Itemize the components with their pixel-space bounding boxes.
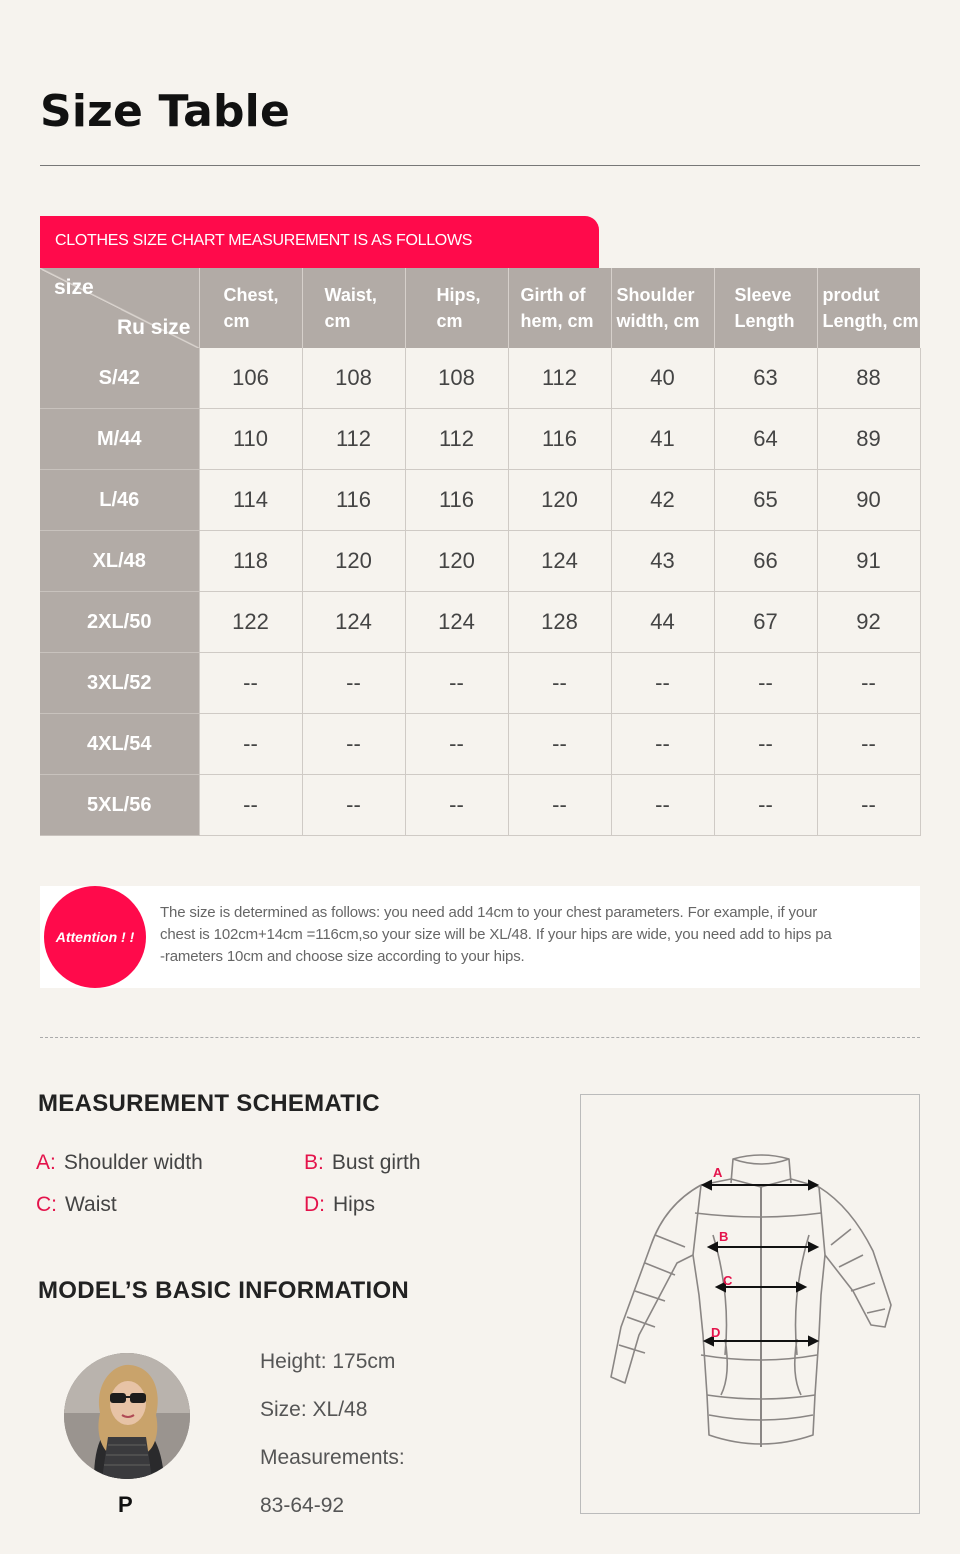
header-product-length: produt Length, cm <box>817 268 920 348</box>
measurement-cell: 118 <box>199 531 302 592</box>
marker-c: C <box>723 1273 733 1288</box>
table-row <box>40 714 920 775</box>
header-shoulder-width: Shoulder width, cm <box>611 268 714 348</box>
measurement-cell: 65 <box>714 470 817 531</box>
measurement-cell: -- <box>714 653 817 714</box>
size-label-cell: M/44 <box>40 409 199 470</box>
size-table <box>40 268 921 836</box>
header-waist: Waist, cm <box>302 268 405 348</box>
measurement-cell: -- <box>405 714 508 775</box>
measurement-cell: -- <box>817 714 920 775</box>
measurement-cell: 88 <box>817 348 920 409</box>
measurement-cell: 116 <box>508 409 611 470</box>
measurement-schematic-title: MEASUREMENT SCHEMATIC <box>38 1090 380 1117</box>
model-measurements-label: Measurements: <box>260 1446 405 1469</box>
size-label-cell: 3XL/52 <box>40 653 199 714</box>
measurement-cell: -- <box>817 775 920 836</box>
corner-ru-size-label: Ru size <box>116 316 191 339</box>
measurement-cell: 63 <box>714 348 817 409</box>
measurement-cell: 67 <box>714 592 817 653</box>
measurement-cell: 112 <box>508 348 611 409</box>
table-row <box>40 775 920 836</box>
attention-line: The size is determined as follows: you need add 14cm to your chest parameters. For example, if your <box>160 904 818 921</box>
measurement-cell: 106 <box>199 348 302 409</box>
header-hem-girth: Girth of hem, cm <box>508 268 611 348</box>
table-row <box>40 531 920 592</box>
legend-label: Shoulder width <box>63 1151 203 1174</box>
title-divider <box>40 165 920 166</box>
table-row <box>40 470 920 531</box>
measurement-cell: -- <box>199 775 302 836</box>
size-chart-banner: CLOTHES SIZE CHART MEASUREMENT IS AS FOLLOWS <box>40 216 599 268</box>
table-row <box>40 653 920 714</box>
measurement-cell: 92 <box>817 592 920 653</box>
model-size: Size: XL/48 <box>260 1398 368 1421</box>
legend-label: Waist <box>65 1193 117 1216</box>
measurement-cell: 120 <box>302 531 405 592</box>
table-row <box>40 409 920 470</box>
measurement-cell: 66 <box>714 531 817 592</box>
measurement-cell: 124 <box>405 592 508 653</box>
model-initial: P <box>118 1492 133 1517</box>
measurement-cell: 114 <box>199 470 302 531</box>
measurement-cell: 128 <box>508 592 611 653</box>
model-info-title: MODEL’S BASIC INFORMATION <box>38 1277 410 1304</box>
measurement-cell: 120 <box>508 470 611 531</box>
measurement-cell: 108 <box>302 348 405 409</box>
measurement-cell: 124 <box>508 531 611 592</box>
measurement-cell: 64 <box>714 409 817 470</box>
measurement-cell: -- <box>405 653 508 714</box>
measurement-cell: 110 <box>199 409 302 470</box>
legend-label: Hips <box>333 1193 376 1216</box>
size-label-cell: 4XL/54 <box>40 714 199 775</box>
measurement-cell: 124 <box>302 592 405 653</box>
attention-line: chest is 102cm+14cm =116cm,so your size will be XL/48. If your hips are wide, you need add to hips pa <box>160 926 832 943</box>
table-row <box>40 592 920 653</box>
model-avatar <box>64 1353 190 1479</box>
model-measurements-value: 83-64-92 <box>260 1494 345 1517</box>
measurement-cell: 41 <box>611 409 714 470</box>
measurement-cell: -- <box>714 775 817 836</box>
header-hips: Hips, cm <box>405 268 508 348</box>
measurement-cell: 112 <box>405 409 508 470</box>
size-label-cell: L/46 <box>40 470 199 531</box>
page-title: Size Table <box>40 86 290 137</box>
measurement-cell: 108 <box>405 348 508 409</box>
legend-waist <box>36 1193 117 1217</box>
table-corner-header <box>40 268 199 348</box>
measurement-cell: -- <box>817 653 920 714</box>
size-label-cell: XL/48 <box>40 531 199 592</box>
legend-letter: D: <box>304 1193 325 1216</box>
measurement-cell: -- <box>302 653 405 714</box>
measurement-cell: -- <box>405 775 508 836</box>
jacket-schematic <box>580 1094 920 1514</box>
measurement-cell: 44 <box>611 592 714 653</box>
measurement-cell: 91 <box>817 531 920 592</box>
measurement-cell: -- <box>302 714 405 775</box>
attention-badge: Attention ! ! <box>44 886 146 988</box>
table-row <box>40 348 920 409</box>
legend-bust-girth <box>304 1151 421 1175</box>
legend-letter: A: <box>36 1151 56 1174</box>
header-sleeve-length: Sleeve Length <box>714 268 817 348</box>
measurement-cell: 122 <box>199 592 302 653</box>
measurement-cell: -- <box>611 775 714 836</box>
measurement-cell: 89 <box>817 409 920 470</box>
legend-label: Bust girth <box>331 1151 421 1174</box>
legend-letter: B: <box>304 1151 324 1174</box>
measurement-cell: 40 <box>611 348 714 409</box>
measurement-cell: 43 <box>611 531 714 592</box>
measurement-cell: -- <box>611 714 714 775</box>
legend-letter: C: <box>36 1193 57 1216</box>
table-header-row <box>40 268 920 348</box>
corner-size-label: size <box>54 276 94 299</box>
measurement-cell: 90 <box>817 470 920 531</box>
marker-a: A <box>713 1165 723 1180</box>
measurement-cell: -- <box>611 653 714 714</box>
dashed-divider <box>40 1037 920 1038</box>
measurement-cell: -- <box>199 714 302 775</box>
legend-hips <box>304 1193 375 1217</box>
size-label-cell: 2XL/50 <box>40 592 199 653</box>
measurement-cell: 120 <box>405 531 508 592</box>
model-height: Height: 175cm <box>260 1350 396 1373</box>
header-chest: Chest, cm <box>199 268 302 348</box>
attention-text <box>160 902 910 968</box>
measurement-cell: -- <box>508 775 611 836</box>
size-label-cell: 5XL/56 <box>40 775 199 836</box>
jacket-outline-drawing <box>581 1095 919 1513</box>
measurement-cell: 116 <box>302 470 405 531</box>
measurement-cell: -- <box>714 714 817 775</box>
measurement-cell: -- <box>508 714 611 775</box>
legend-shoulder-width <box>36 1151 203 1175</box>
measurement-cell: 42 <box>611 470 714 531</box>
measurement-cell: -- <box>508 653 611 714</box>
attention-line: -rameters 10cm and choose size according to your hips. <box>160 948 525 965</box>
marker-d: D <box>711 1325 721 1340</box>
marker-b: B <box>719 1229 729 1244</box>
measurement-cell: 112 <box>302 409 405 470</box>
measurement-cell: -- <box>302 775 405 836</box>
size-label-cell: S/42 <box>40 348 199 409</box>
measurement-cell: 116 <box>405 470 508 531</box>
measurement-cell: -- <box>199 653 302 714</box>
